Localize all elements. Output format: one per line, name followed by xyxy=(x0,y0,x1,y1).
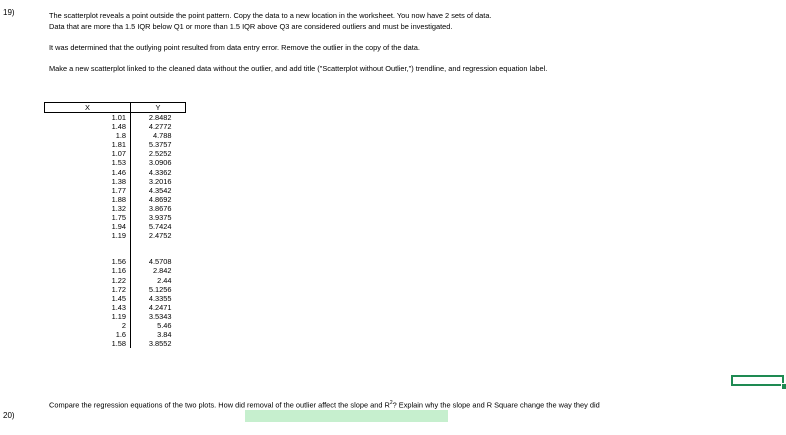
question-20-prompt xyxy=(49,401,600,409)
x-value-cell[interactable]: 1.8 xyxy=(45,131,131,140)
question-19-number: 19) xyxy=(3,8,15,17)
x-value-cell[interactable]: 1.56 xyxy=(45,257,131,266)
x-value-cell[interactable]: 1.88 xyxy=(45,195,131,204)
y-value-cell[interactable]: 2.5252 xyxy=(148,149,172,159)
y-value-cell[interactable]: 4.8692 xyxy=(148,194,172,204)
question-19-line-2: Data that are more tha 1.5 IQR below Q1 or more than 1.5 IQR above Q3 are considered outliers and must be investigated. xyxy=(49,22,453,31)
table-row xyxy=(45,186,186,195)
y-value-cell[interactable]: 2.842 xyxy=(153,266,172,276)
table-row xyxy=(45,285,186,294)
table-row xyxy=(45,321,186,330)
x-value-cell[interactable]: 1.94 xyxy=(45,222,131,231)
table-row xyxy=(45,222,186,231)
x-value-cell[interactable]: 1.75 xyxy=(45,213,131,222)
x-value-cell[interactable]: 1.46 xyxy=(45,168,131,177)
y-value-cell[interactable]: 3.9375 xyxy=(148,213,172,223)
table-row xyxy=(45,168,186,177)
table-row xyxy=(45,231,186,240)
blank-cell[interactable] xyxy=(131,240,186,257)
y-value-cell[interactable]: 3.84 xyxy=(157,330,172,340)
blank-cell[interactable] xyxy=(45,240,131,257)
table-row xyxy=(45,177,186,186)
x-value-cell[interactable]: 1.53 xyxy=(45,158,131,167)
x-value-cell[interactable]: 1.58 xyxy=(45,339,131,348)
question-19-line-3: It was determined that the outlying point resulted from data entry error. Remove the outlier in the copy of the data. xyxy=(49,43,420,52)
x-value-cell[interactable]: 1.32 xyxy=(45,204,131,213)
table-row xyxy=(45,122,186,131)
x-value-cell[interactable]: 1.6 xyxy=(45,330,131,339)
y-value-cell[interactable]: 5.46 xyxy=(157,320,172,330)
y-value-cell[interactable]: 2.8482 xyxy=(148,113,172,122)
x-value-cell[interactable]: 1.19 xyxy=(45,312,131,321)
table-row xyxy=(45,131,186,140)
y-value-cell[interactable]: 3.5343 xyxy=(148,311,172,321)
y-value-cell[interactable]: 4.5708 xyxy=(148,257,172,267)
y-value-cell[interactable]: 4.3542 xyxy=(148,185,172,195)
y-value-cell[interactable]: 4.2471 xyxy=(148,302,172,312)
y-value-cell[interactable]: 4.3355 xyxy=(148,293,172,303)
question-20-text-after: ? Explain why the slope and R Square change the way they did xyxy=(392,400,600,410)
x-value-cell[interactable]: 1.77 xyxy=(45,186,131,195)
question-19-line-4: Make a new scatterplot linked to the cleaned data without the outlier, and add title ("Scatterplot without Outlier,") trendline, and regression equation label. xyxy=(49,64,548,73)
table-row xyxy=(45,276,186,285)
y-value-cell[interactable]: 3.2016 xyxy=(148,176,172,186)
table-row xyxy=(45,266,186,275)
table-row xyxy=(45,312,186,321)
table-row xyxy=(45,113,186,123)
table-row xyxy=(45,213,186,222)
data-table xyxy=(44,102,186,348)
x-value-cell[interactable]: 1.19 xyxy=(45,231,131,240)
y-value-cell[interactable]: 5.1256 xyxy=(148,284,172,294)
table-row xyxy=(45,195,186,204)
y-value-cell[interactable]: 2.4752 xyxy=(148,231,172,241)
column-header-y[interactable]: Y xyxy=(131,103,186,113)
r-squared-superscript: 2 xyxy=(389,400,393,406)
selected-cell[interactable] xyxy=(731,375,784,386)
y-value-cell[interactable]: 3.0906 xyxy=(148,158,172,168)
fill-handle[interactable] xyxy=(781,383,786,390)
y-value-cell[interactable]: 2.44 xyxy=(157,275,172,285)
question-20-text-before: Compare the regression equations of the two plots. How did removal of the outlier affect the slope and R xyxy=(49,400,390,410)
table-row xyxy=(45,158,186,167)
x-value-cell[interactable]: 1.16 xyxy=(45,266,131,275)
blank-row xyxy=(45,240,186,257)
question-20-number: 20) xyxy=(3,411,15,420)
y-value-cell[interactable]: 4.3362 xyxy=(148,167,172,177)
x-value-cell[interactable]: 1.45 xyxy=(45,294,131,303)
table-row xyxy=(45,149,186,158)
x-value-cell[interactable]: 1.48 xyxy=(45,122,131,131)
y-value-cell[interactable]: 3.8552 xyxy=(148,339,172,349)
table-row xyxy=(45,140,186,149)
y-value-cell[interactable]: 5.3757 xyxy=(148,140,172,150)
column-header-x[interactable]: X xyxy=(45,103,131,113)
x-value-cell[interactable]: 1.01 xyxy=(45,113,131,123)
y-value-cell[interactable]: 3.8676 xyxy=(148,203,172,213)
y-value-cell[interactable]: 5.7424 xyxy=(148,222,172,232)
x-value-cell[interactable]: 2 xyxy=(45,321,131,330)
table-row xyxy=(45,294,186,303)
x-value-cell[interactable]: 1.43 xyxy=(45,303,131,312)
y-value-cell[interactable]: 4.2772 xyxy=(148,122,172,132)
x-value-cell[interactable]: 1.81 xyxy=(45,140,131,149)
x-value-cell[interactable]: 1.72 xyxy=(45,285,131,294)
table-row xyxy=(45,330,186,339)
table-row xyxy=(45,339,186,348)
x-value-cell[interactable]: 1.22 xyxy=(45,276,131,285)
answer-cell[interactable] xyxy=(245,410,448,422)
table-row xyxy=(45,257,186,266)
table-row xyxy=(45,303,186,312)
table-row xyxy=(45,204,186,213)
y-value-cell[interactable]: 4.788 xyxy=(153,131,172,141)
x-value-cell[interactable]: 1.07 xyxy=(45,149,131,158)
question-19-line-1: The scatterplot reveals a point outside the point pattern. Copy the data to a new location in the worksheet. You now have 2 sets of data. xyxy=(49,11,492,20)
x-value-cell[interactable]: 1.38 xyxy=(45,177,131,186)
